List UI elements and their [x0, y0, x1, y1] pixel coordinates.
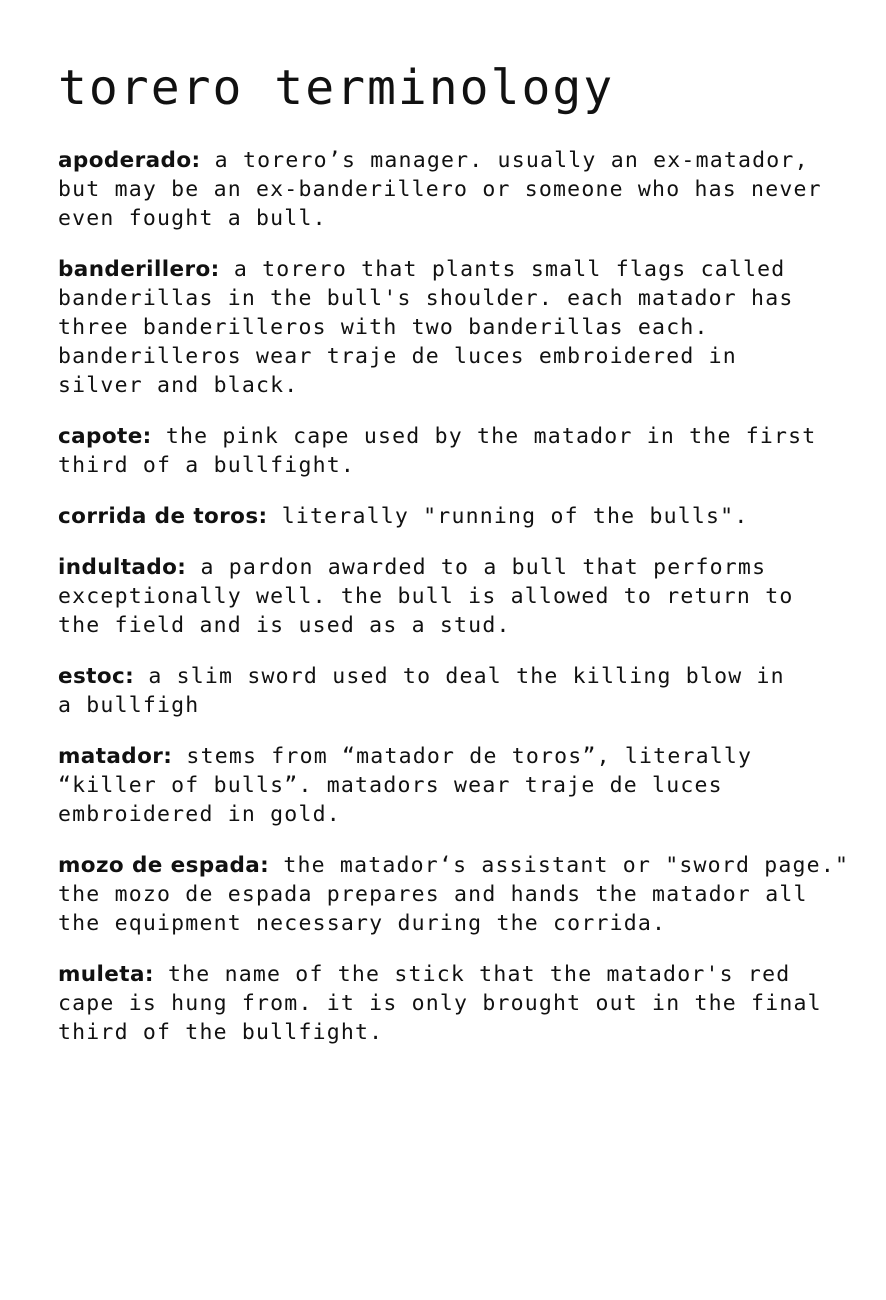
entry-line	[58, 422, 868, 451]
glossary-entry-muleta	[58, 960, 868, 1047]
entry-line: third of the bullfight.	[58, 1020, 384, 1045]
entry-line	[58, 255, 868, 284]
entry-definition-text: literally "running of the bulls".	[281, 504, 749, 529]
glossary-entry-matador	[58, 742, 868, 829]
entry-line: but may be an ex-banderillero or someone who has never	[58, 177, 822, 202]
entry-line: embroidered in gold.	[58, 802, 341, 827]
entry-line: a bullfigh	[58, 693, 200, 718]
glossary-entry-apoderado	[58, 146, 868, 233]
entry-line	[58, 146, 868, 175]
entry-line	[58, 960, 868, 989]
entry-term: corrida de toros:	[58, 504, 268, 529]
entry-line: third of a bullfight.	[58, 453, 356, 478]
entry-term: banderillero:	[58, 257, 220, 282]
entry-definition-text: the name of the stick that the matador's red	[168, 962, 791, 987]
entry-line: silver and black.	[58, 373, 299, 398]
entry-line	[58, 502, 868, 531]
glossary-entry-mozo-de-espada	[58, 851, 868, 938]
entry-term: estoc:	[58, 664, 135, 689]
entry-line: “killer of bulls”. matadors wear traje de luces	[58, 773, 723, 798]
entry-line: the mozo de espada prepares and hands the matador all	[58, 882, 808, 907]
glossary-entry-indultado	[58, 553, 868, 640]
glossary-entry-estoc	[58, 662, 868, 720]
entry-definition-text: a pardon awarded to a bull that performs	[200, 555, 767, 580]
glossary-entry-banderillero	[58, 255, 868, 400]
entry-definition-text: the matador‘s assistant or "sword page."	[283, 853, 850, 878]
entry-definition-text: the pink cape used by the matador in the first	[165, 424, 817, 449]
entry-term: muleta:	[58, 962, 154, 987]
glossary-entry-corrida-de-toros	[58, 502, 868, 531]
entry-term: capote:	[58, 424, 152, 449]
entry-term: mozo de espada:	[58, 853, 270, 878]
page-title: torero terminology	[58, 60, 615, 116]
entry-line: even fought a bull.	[58, 206, 327, 231]
entry-definition-text: a slim sword used to deal the killing blow in	[148, 664, 785, 689]
entry-term: matador:	[58, 744, 173, 769]
document-page	[58, 58, 868, 1069]
entry-line	[58, 851, 868, 880]
entry-line: exceptionally well. the bull is allowed to return to	[58, 584, 794, 609]
entry-definition-text: stems from “matador de toros”, literally	[186, 744, 753, 769]
entry-line	[58, 662, 868, 691]
entry-line: the equipment necessary during the corrida.	[58, 911, 667, 936]
entry-line: banderillas in the bull's shoulder. each matador has	[58, 286, 794, 311]
entry-line: the field and is used as a stud.	[58, 613, 511, 638]
entry-line	[58, 742, 868, 771]
entry-term: indultado:	[58, 555, 187, 580]
entry-line: cape is hung from. it is only brought out in the final	[58, 991, 822, 1016]
entry-line	[58, 553, 868, 582]
entry-definition-text: a torero that plants small flags called	[233, 257, 786, 282]
entry-line: three banderilleros with two banderillas each.	[58, 315, 709, 340]
entry-definition-text: a torero’s manager. usually an ex-matador,	[214, 148, 809, 173]
entry-term: apoderado:	[58, 148, 201, 173]
glossary-entry-capote	[58, 422, 868, 480]
entry-line: banderilleros wear traje de luces embroidered in	[58, 344, 737, 369]
